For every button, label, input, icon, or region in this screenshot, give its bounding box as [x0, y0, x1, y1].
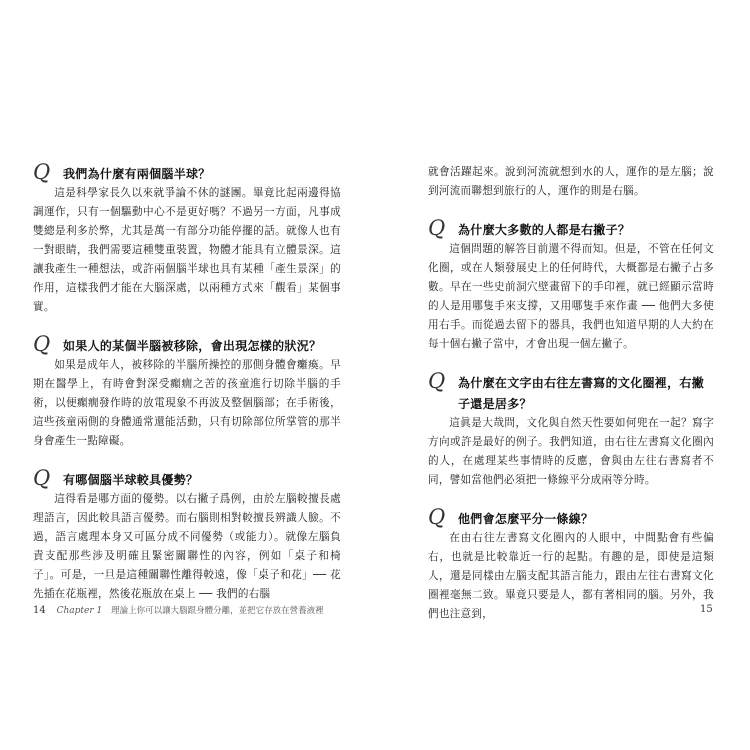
qa-block: [428, 369, 714, 490]
question-text: 有哪個腦半球較具優勢？: [63, 473, 199, 487]
left-column: [33, 160, 341, 604]
right-column: [428, 163, 714, 624]
page-number: 15: [700, 604, 713, 615]
answer-paragraph: 如果是成年人，被移除的半腦所操控的那側身體會癱瘓。早期在醫學上，有時會對深受癲癇之苦的孩童進行切除半腦的手術，以便癲癇發作時的放電現象不再波及整個腦部；在手術後，這些孩童兩側的身體通常還能活動，只有切除部位所掌管的那半身會產生一點障礙。: [33, 359, 341, 447]
qa-block: [428, 505, 714, 624]
question-text: 我們為什麼有兩個腦半球？: [63, 167, 211, 181]
question-text: 為什麼大多數的人都是右撇子？: [458, 223, 631, 237]
answer-paragraph: 這是科學家長久以來就爭論不休的謎團。畢竟比起兩邊得協調運作，只有一個驅動中心不是更好嗎？不過另一方面，凡事成雙總是利多於弊，尤其是萬一有部分功能停擺的話。就像人也有一對眼睛，我們需要這種雙重裝置，物體才能具有立體景深。這讓我產生一種想法，或許兩個腦半球也具有某種「產生景深」的作用，這樣我們才能在大腦深處，以兩種方式來「觀看」某個事實。: [33, 187, 341, 313]
continuation-paragraph: 就會活躍起來。說到河流就想到水的人，運作的是左腦；說到河流而聯想到旅行的人，運作的則是右腦。: [428, 166, 714, 197]
left-page-footer: [33, 604, 324, 616]
qa-block: [33, 160, 341, 317]
qa-block: [428, 216, 714, 354]
q-mark-icon: Q: [428, 216, 446, 240]
page-number: 14: [33, 605, 46, 616]
question-text: 他們會怎麼平分一條線？: [458, 512, 594, 526]
qa-block: [33, 332, 341, 451]
answer-paragraph: 這個問題的解答目前還不得而知。但是，不管在任何文化圈，或在人類發展史上的任何時代，大概都是右撇子占多數。早在一些史前洞穴壁畫留下的手印裡，就已經顯示當時的人是用哪隻手來支撐，又用哪隻手來作畫 ── 他們大多使用右手。而從過去留下的器具，我們也知道早期的人大約在每十個右撇子當中，才會出現一個左撇子。: [428, 243, 714, 350]
question-heading: [428, 505, 714, 529]
answer-paragraph: 這眞是大哉問，文化與自然天性要如何兜在一起？寫字方向或許是最好的例子。我們知道，由右往左書寫文化圈內的人，在處理某些事情時的反應，會與由左往右書寫者不同，譬如當他們必須把一條線平分成兩等分時。: [428, 417, 714, 486]
question-heading: [33, 332, 341, 356]
q-mark-icon: Q: [33, 466, 51, 490]
answer-paragraph: 在由右往左書寫文化圈內的人眼中，中間點會有些偏右，也就是比較靠近一行的起點。有趣的是，即使是這類人，還是同樣由左腦支配其語言能力，跟由左往右書寫文化圈裡毫無二致。畢竟只要是人，都有著相同的腦。另外，我們也注意到，: [428, 532, 714, 620]
chapter-label: Chapter 1: [56, 606, 103, 616]
q-mark-icon: Q: [428, 505, 446, 529]
answer-paragraph: 這得看是哪方面的優勢。以右撇子爲例，由於左腦較擅長處理語言，因此較具語言優勢。而右腦則相對較擅長辨識人臉。不過，語言處理本身又可區分成不同優勢（或能力）。就像左腦負責支配那些涉及明確且緊密關聯性的內容，例如「桌子和椅子」。可是，一旦是這種關聯性離得較遠，像「桌子和花」── 花先插在花瓶裡，然後花瓶放在桌上 ── 我們的右腦: [33, 493, 341, 600]
right-page-footer: [700, 604, 713, 615]
question-heading: [428, 369, 714, 414]
question-heading: [33, 160, 341, 184]
qa-block: [33, 466, 341, 604]
question-text: 如果人的某個半腦被移除，會出現怎樣的狀況？: [63, 339, 322, 353]
question-heading: [428, 216, 714, 240]
question-heading: [33, 466, 341, 490]
q-mark-icon: Q: [33, 332, 51, 356]
question-text: 為什麼在文字由右往左書寫的文化圈裡，右撇子還是居多？: [458, 376, 705, 411]
q-mark-icon: Q: [33, 160, 51, 184]
q-mark-icon: Q: [428, 369, 446, 393]
chapter-title: 理論上你可以讓大腦跟身體分離，並把它存放在營養液裡: [111, 606, 324, 616]
